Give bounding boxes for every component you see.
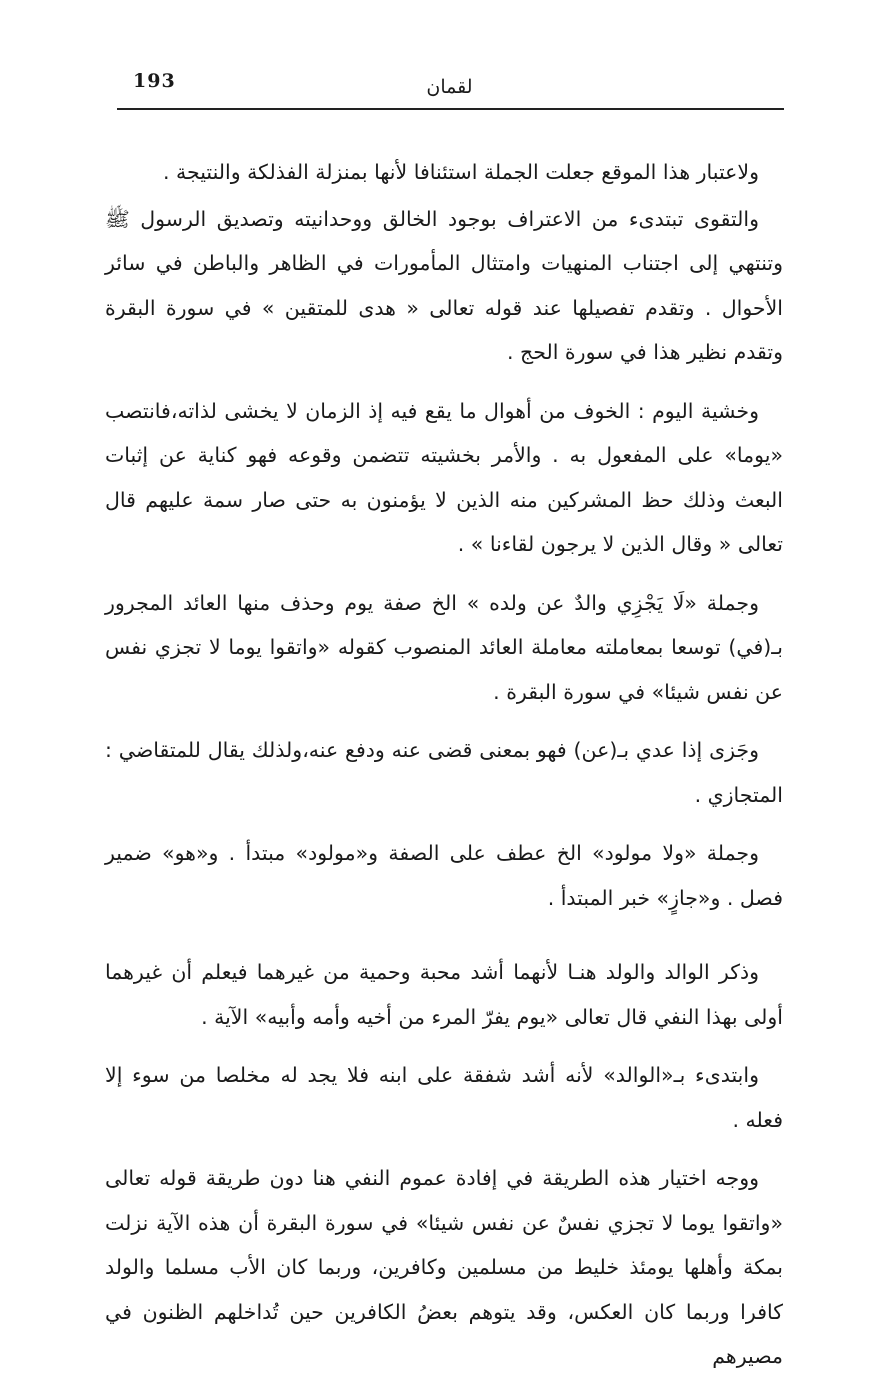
paragraph-1: ولاعتبار هذا الموقع جعلت الجملة استئنافا لأنها بمنزلة الفذلكة والنتيجة .	[162, 160, 759, 184]
page-header	[117, 58, 782, 108]
paragraph-5: وجَزى إذا عدي بـ(عن) فهو بمعنى قضى عنه ودفع عنه،ولذلك يقال للمتقاضي : المتجازي .	[105, 738, 783, 807]
paragraph-7: وذكر الوالد والولد هنـا لأنهما أشد محبة وحمية من غيرهما فيعلم أن غيرهما أولى بهذا النفي قال تعالى «يوم يفرّ المرء من أخيه وأمه وأبيه» الآية .	[105, 960, 783, 1029]
paragraph-3: وخشية اليوم : الخوف من أهوال ما يقع فيه إذ الزمان لا يخشى لذاته،فانتصب «يوما» على المفعول به . والأمر بخشيته تتضمن وقوعه فهو كناية عن إثبات البعث وذلك حظ المشركين منه الذين لا يؤمنون به حتى صار سمة عليهم قال تعالى « وقال الذين لا يرجون لقاءنا » .	[105, 398, 783, 556]
paragraph-8: وابتدىء بـ«الوالد» لأنه أشد شفقة على ابنه فلا يجد له مخلصا من سوء إلا فعله .	[105, 1063, 783, 1132]
body-text	[105, 150, 783, 1379]
header-divider	[117, 108, 784, 110]
page-number: 193	[133, 70, 176, 92]
running-title: لقمان	[426, 76, 473, 98]
paragraph-4: وجملة «لَا يَجْزِي والدٌ عن ولده » الخ صفة يوم وحذف منها العائد المجرور بـ(في) توسعا بمعاملته معاملة العائد المنصوب كقوله «واتقوا يوما لا تجزي نفس عن نفس شيئا» في سورة البقرة .	[105, 590, 783, 704]
paragraph-2: والتقوى تبتدىء من الاعتراف بوجود الخالق ووحدانيته وتصديق الرسول ﷺ وتنتهي إلى اجتناب المنهيات وامتثال المأمورات في الظاهر والباطن في سائر الأحوال . وتقدم تفصيلها عند قوله تعالى « هدى للمتقين » في سورة البقرة وتقدم نظير هذا في سورة الحج .	[105, 206, 783, 364]
paragraph-9: ووجه اختيار هذه الطريقة في إفادة عموم النفي هنا دون طريقة قوله تعالى «واتقوا يوما لا تجزي نفسٌ عن نفس شيئا» في سورة البقرة أن هذه الآية نزلت بمكة وأهلها يومئذ خليط من مسلمين وكافرين، وربما كان الأب مسلما والولد كافرا وربما كان العكس، وقد يتوهم بعضُ الكافرين حين تُداخلهم الظنون في مصيرهم	[105, 1166, 783, 1368]
paragraph-6: وجملة «ولا مولود» الخ عطف على الصفة و«مولود» مبتدأ . و«هو» ضمير فصل . و«جازٍ» خبر المبتدأ .	[105, 841, 783, 910]
